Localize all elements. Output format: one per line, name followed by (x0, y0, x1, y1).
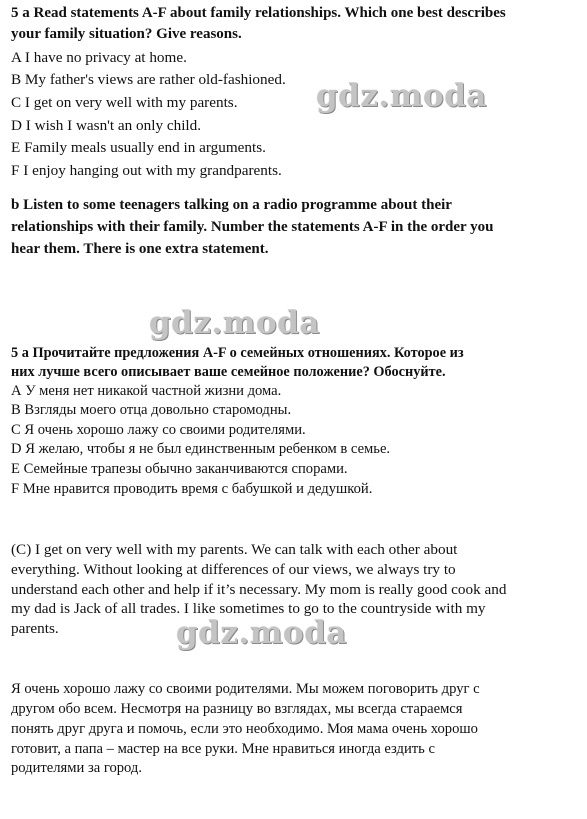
statement-d: D I wish I wasn't an only child. (11, 117, 202, 134)
statement-f-ru: F Мне нравится проводить время с бабушкой и дедушкой. (11, 481, 373, 497)
answer-en-line5: parents. (11, 620, 59, 637)
statement-c-ru: С Я очень хорошо лажу со своими родителями. (11, 422, 306, 438)
exercise-5b-line3: hear them. There is one extra statement. (11, 241, 269, 257)
answer-en-line4: my dad is Jack of all trades. I like sometimes to go to the countryside with my (11, 600, 486, 617)
watermark-logo: gdz.moda (316, 78, 487, 114)
statement-e-ru: E Семейные трапезы обычно заканчиваются спорами. (11, 461, 348, 477)
answer-en-line2: everything. Without looking at differences of our views, we always try to (11, 561, 456, 578)
statement-a-ru: А У меня нет никакой частной жизни дома. (11, 383, 282, 399)
answer-en-line1: (C) I get on very well with my parents. We can talk with each other about (11, 541, 458, 558)
exercise-5a-ru-title-line1: 5 а Прочитайте предложения A-F о семейных отношениях. Которое из (11, 345, 464, 361)
answer-ru-line4: готовит, а папа – мастер на все руки. Мне нравиться иногда ездить с (11, 741, 435, 757)
answer-ru-line3: понять друг друга и помочь, если это необходимо. Моя мама очень хорошо (11, 721, 478, 737)
statement-a: A I have no privacy at home. (11, 49, 187, 66)
statement-e: E Family meals usually end in arguments. (11, 139, 266, 156)
exercise-5a-ru-title-line2: них лучше всего описывает ваше семейное положение? Обоснуйте. (11, 364, 446, 380)
watermark-logo: gdz.moda (149, 305, 320, 341)
exercise-5a-title-line1: 5 a Read statements A-F about family relationships. Which one best describes (11, 5, 506, 21)
exercise-5b-line1: b Listen to some teenagers talking on a radio programme about their (11, 197, 452, 213)
exercise-5b-line2: relationships with their family. Number the statements A-F in the order you (11, 219, 494, 235)
statement-b-ru: В Взгляды моего отца довольно старомодны. (11, 402, 292, 418)
statement-b: B My father's views are rather old-fashioned. (11, 71, 286, 88)
exercise-5a-title-line2: your family situation? Give reasons. (11, 26, 242, 42)
watermark-logo: gdz.moda (176, 615, 347, 651)
answer-ru-line5: родителями за город. (11, 760, 143, 776)
answer-ru-line1: Я очень хорошо лажу со своими родителями. Мы можем поговорить друг с (11, 681, 480, 697)
answer-en-line3: understand each other and help if it’s necessary. My mom is really good cook and (11, 581, 507, 598)
statement-c: C I get on very well with my parents. (11, 94, 238, 111)
statement-f: F I enjoy hanging out with my grandparents. (11, 162, 282, 179)
answer-ru-line2: другом обо всем. Несмотря на разницу во взглядах, мы всегда стараемся (11, 701, 463, 717)
statement-d-ru: D Я желаю, чтобы я не был единственным ребенком в семье. (11, 441, 391, 457)
